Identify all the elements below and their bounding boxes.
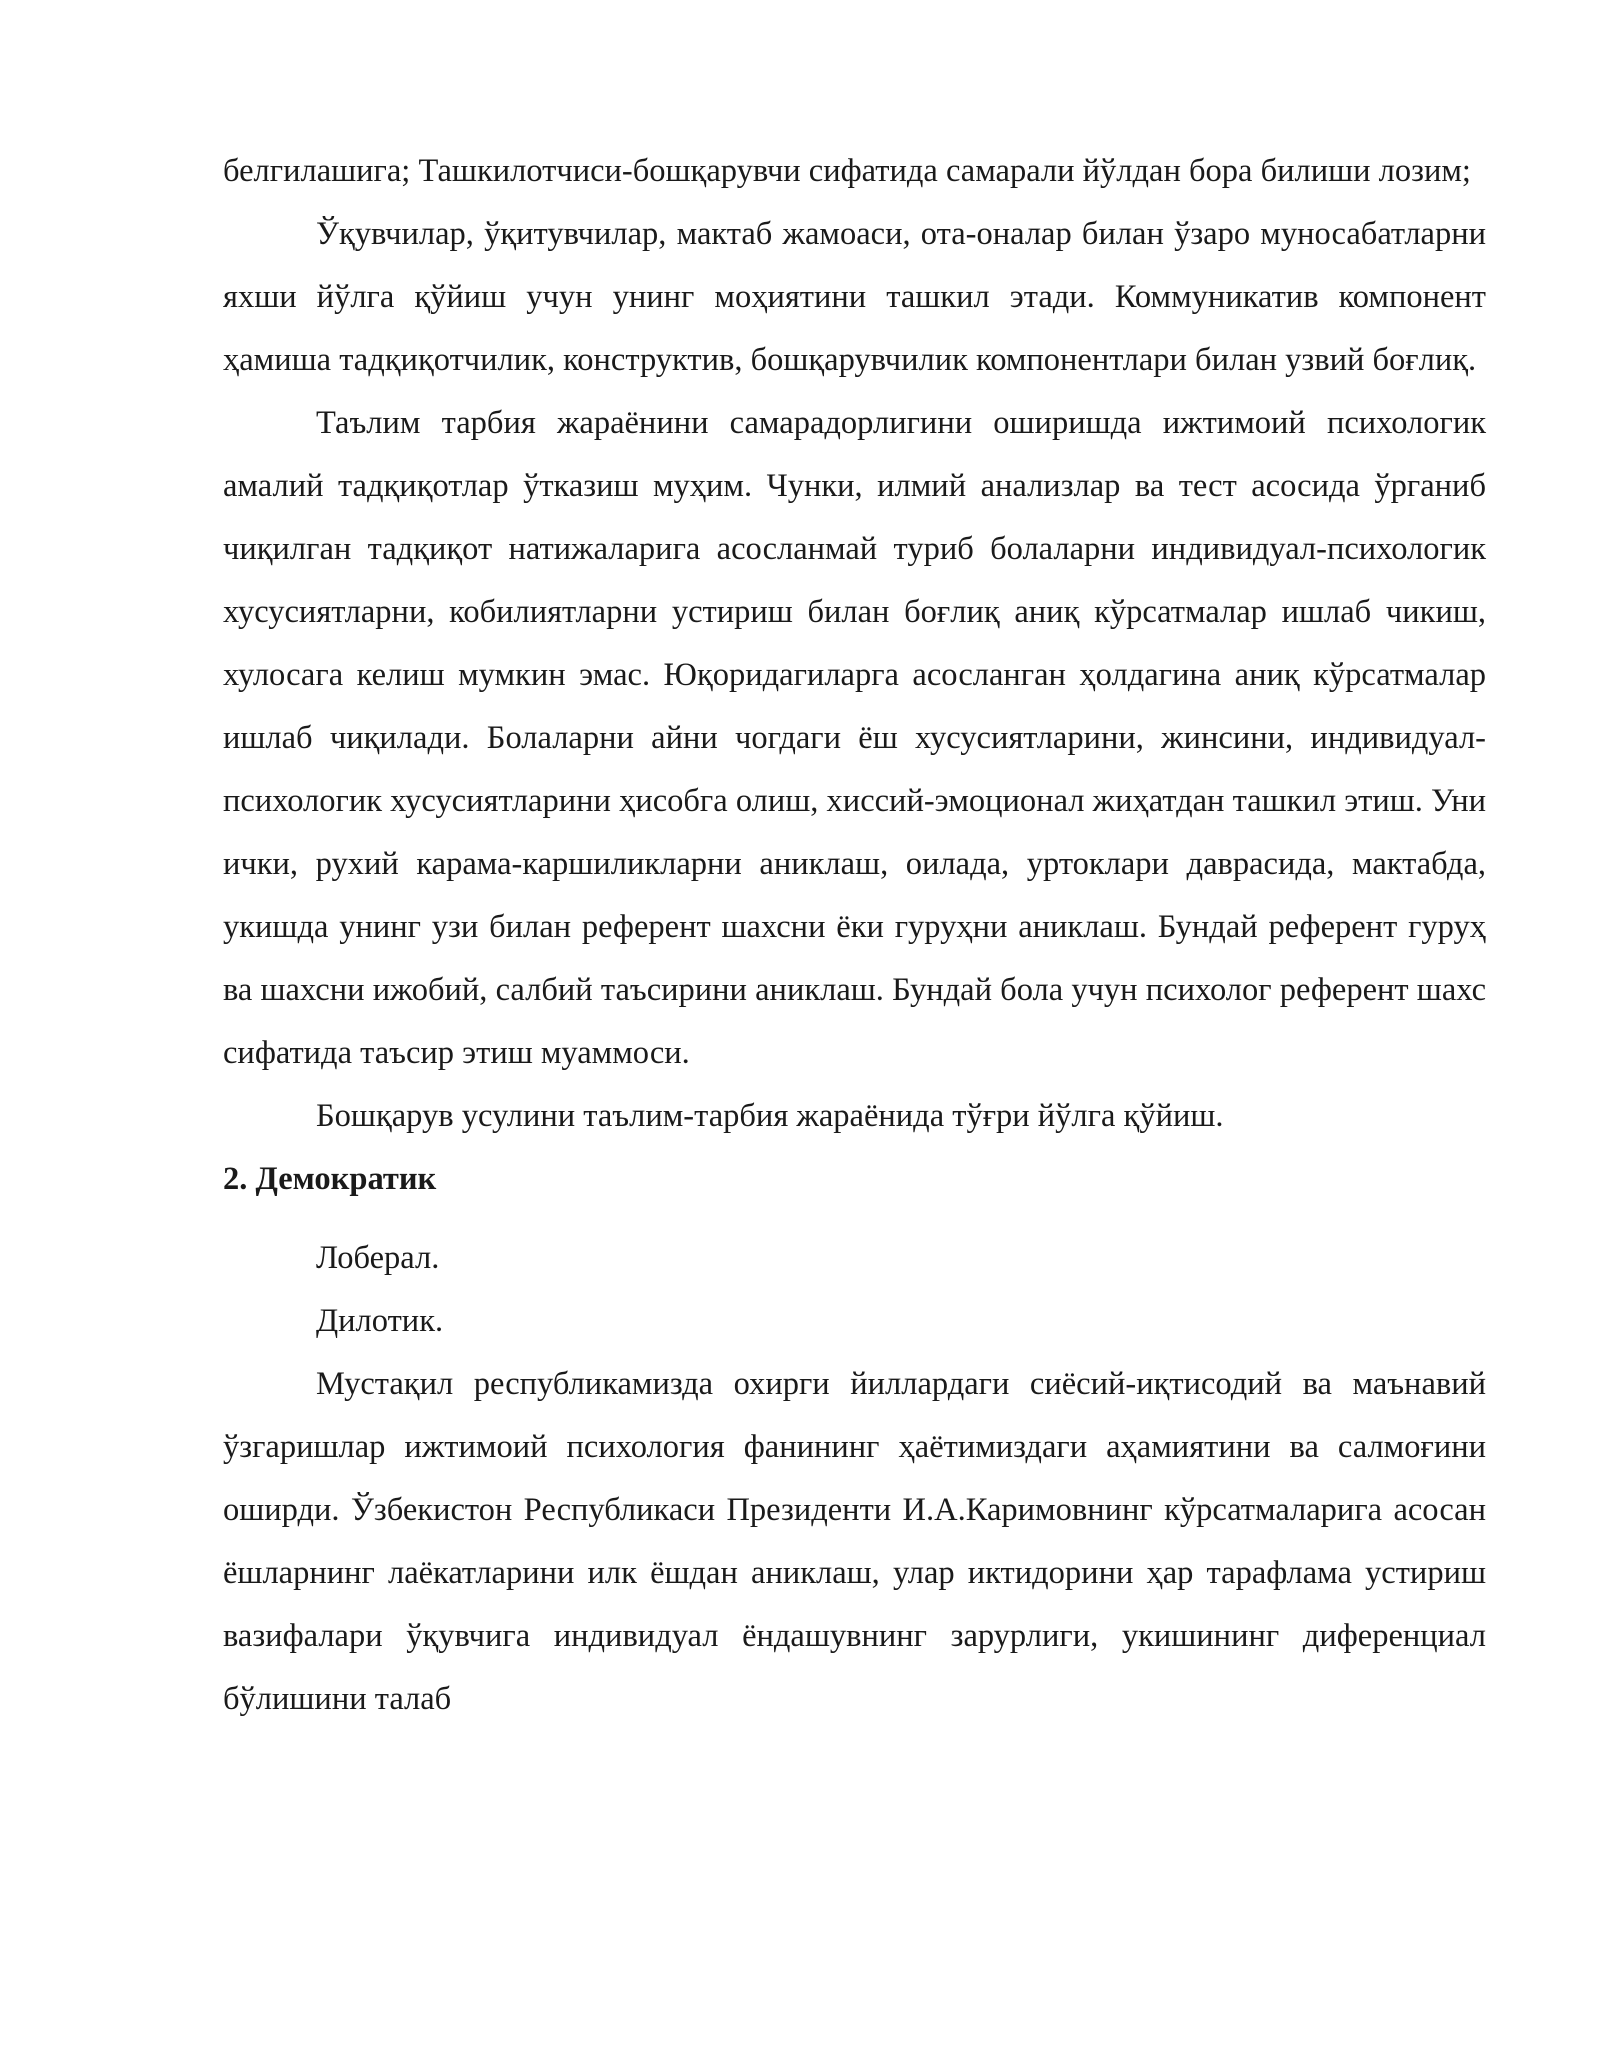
paragraph-5: Мустақил республикамизда охирги йиллардаги сиёсий-иқтисодий ва маънавий ўзгаришлар ижтимоий психология фанининг ҳаётимиздаги аҳамиятини ва салмоғини оширди. Ўзбекистон Республикаси Президенти И.А.Каримовнинг кўрсатмаларига асосан ёшларнинг лаёкатларини илк ёшдан аниклаш, улар иктидорини ҳар тарафлама устириш вазифалари ўқувчига индивидуал ёндашувнинг зарурлиги, укишининг диференциал бўлишини талаб [223, 1366, 1486, 1717]
document-body [223, 140, 1486, 1731]
paragraph-2: Ўқувчилар, ўқитувчилар, мактаб жамоаси, ота-оналар билан ўзаро муносабатларни яхши йўлга қўйиш учун унинг моҳиятини ташкил этади. Коммуникатив компонент ҳамиша тадқиқотчилик, конструктив, бошқарувчилик компонентлари билан узвий боғлиқ. [223, 216, 1486, 378]
section-heading: 2. Демократик [223, 1161, 437, 1197]
paragraph-1: белгилашига; Ташкилотчиси-бошқарувчи сифатида самарали йўлдан бора билиши лозим; [223, 153, 1471, 189]
list-item: Лоберал. [316, 1240, 440, 1276]
paragraph-4: Бошқарув усулини таълим-тарбия жараёнида тўғри йўлга қўйиш. [316, 1098, 1224, 1134]
style-list [223, 1227, 1486, 1353]
list-item: Дилотик. [316, 1303, 444, 1339]
paragraph-3: Таълим тарбия жараёнини самарадорлигини оширишда ижтимоий психологик амалий тадқиқотлар ўтказиш муҳим. Чунки, илмий анализлар ва тест асосида ўрганиб чиқилган тадқиқот натижаларига асосланмай туриб болаларни индивидуал-психологик хусусиятларни, кобилиятларни устириш билан боғлиқ аниқ кўрсатмалар ишлаб чикиш, хулосага келиш мумкин эмас. Юқоридагиларга асосланган ҳолдагина аниқ кўрсатмалар ишлаб чиқилади. Болаларни айни чогдаги ёш хусусиятларини, жинсини, индивидуал-психологик хусусиятларини ҳисобга олиш, хиссий-эмоционал жиҳатдан ташкил этиш. Уни ички, рухий карама-каршиликларни аниклаш, оилада, уртоклари даврасида, мактабда, укишда унинг узи билан референт шахсни ёки гуруҳни аниклаш. Бундай референт гуруҳ ва шахсни ижобий, салбий таъсирини аниклаш. Бундай бола учун психолог референт шахс сифатида таъсир этиш муаммоси. [223, 405, 1486, 1071]
